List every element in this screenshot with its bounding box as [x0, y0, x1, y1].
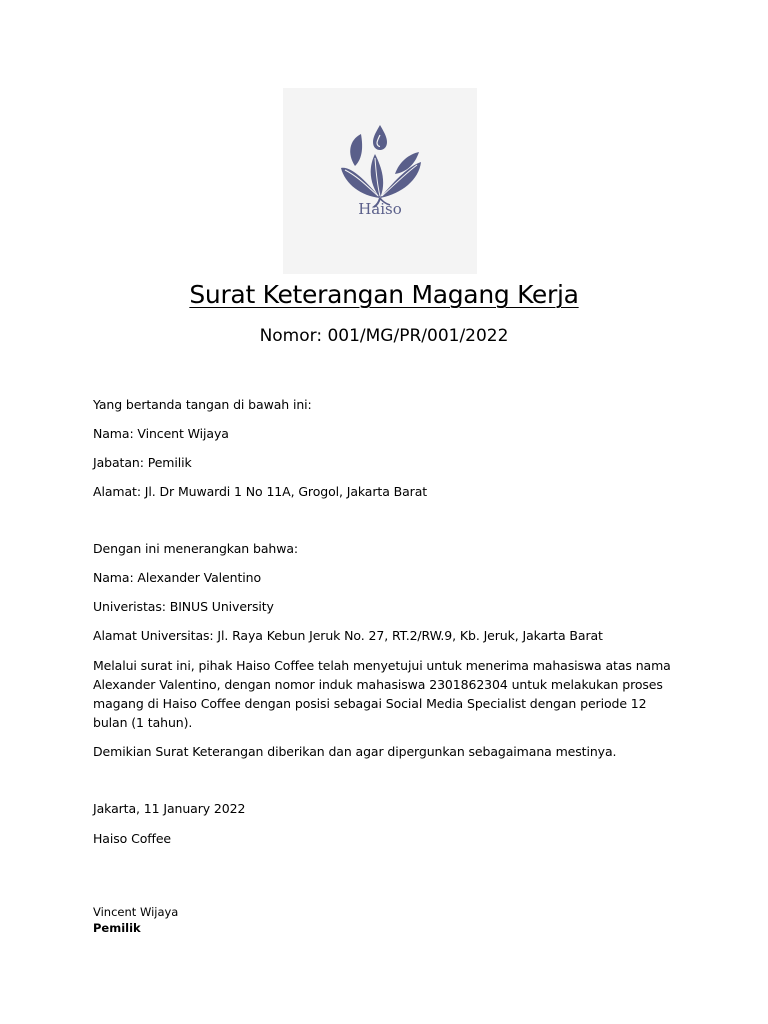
letter-title: Surat Keterangan Magang Kerja [189, 280, 579, 309]
company-logo [283, 88, 477, 274]
subject-university-address: Alamat Universitas: Jl. Raya Kebun Jeruk No. 27, RT.2/RW.9, Kb. Jeruk, Jakarta Barat [93, 628, 603, 643]
signer-position: Jabatan: Pemilik [93, 455, 192, 470]
signature-name: Vincent Wijaya [93, 905, 179, 919]
signature-role: Pemilik [93, 921, 141, 935]
signature-block [93, 904, 178, 936]
signer-name: Nama: Vincent Wijaya [93, 426, 229, 441]
closing-statement: Demikian Surat Keterangan diberikan dan agar dipergunkan sebagaimana mestinya. [93, 744, 617, 759]
subject-university: Univeristas: BINUS University [93, 599, 274, 614]
place-date: Jakarta, 11 January 2022 [93, 801, 246, 816]
subject-name: Nama: Alexander Valentino [93, 570, 262, 585]
subject-intro: Dengan ini menerangkan bahwa: [93, 541, 298, 556]
body-paragraph: Melalui surat ini, pihak Haiso Coffee telah menyetujui untuk menerima mahasiswa atas nama Alexander Valentino, dengan nomor induk mahasiswa 2301862304 untuk melakukan proses magang di Haiso Coffee dengan posisi sebagai Social Media Specialist dengan periode 12 bulan (1 tahun). [93, 658, 671, 730]
company-name: Haiso Coffee [93, 831, 172, 846]
letter-number: Nomor: 001/MG/PR/001/2022 [259, 326, 509, 346]
logo-brand-text: Haiso [358, 200, 402, 218]
leaf-drop-icon [283, 88, 477, 274]
signer-intro: Yang bertanda tangan di bawah ini: [93, 397, 312, 412]
signer-address: Alamat: Jl. Dr Muwardi 1 No 11A, Grogol, Jakarta Barat [93, 484, 428, 499]
